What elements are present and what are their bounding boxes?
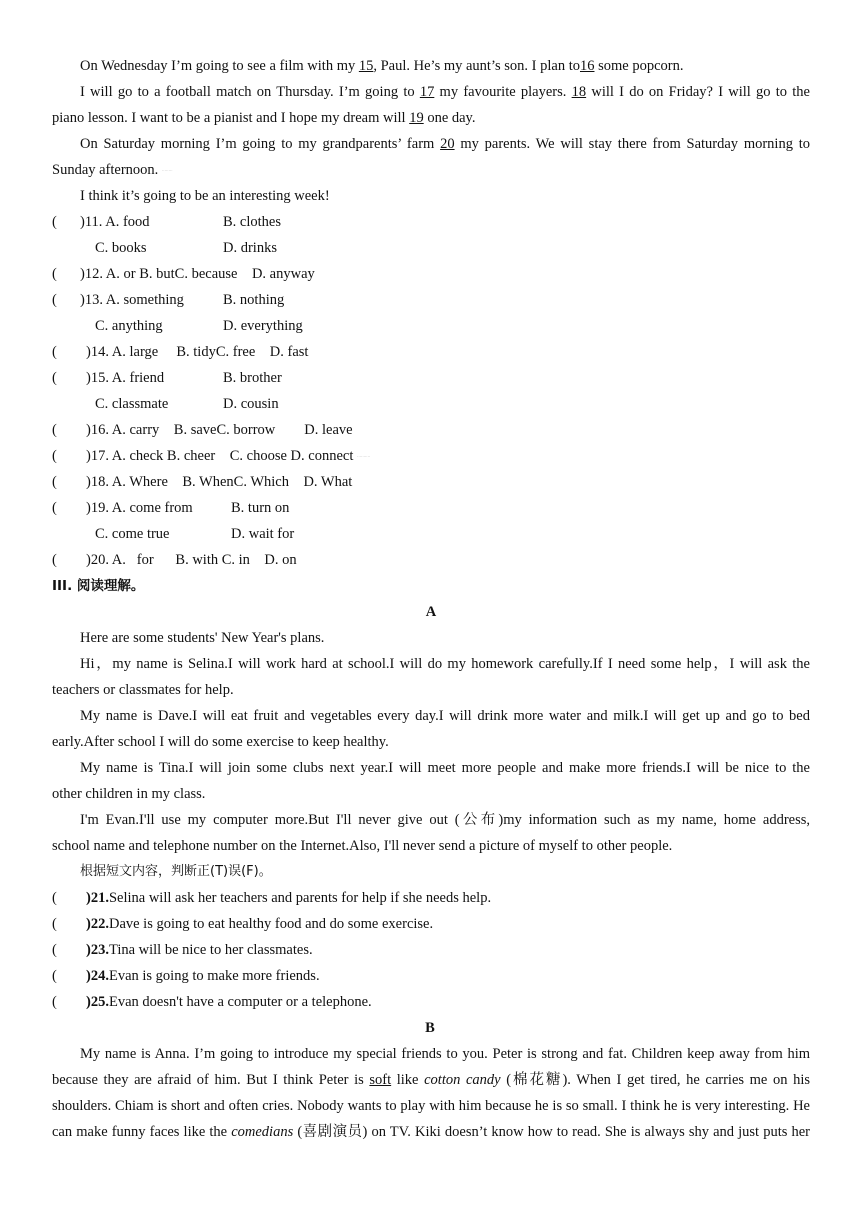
text: because they are afraid of him. But I think Peter is — [52, 1072, 370, 1088]
question-text: Dave is going to eat healthy food and do some exercise. — [108, 916, 434, 932]
cloze-paragraph-thursday-cont — [52, 109, 810, 127]
passage-a-intro: Here are some students' New Year's plans. — [80, 630, 325, 646]
answer-paren[interactable]: ( — [52, 552, 57, 568]
option-c: C. books — [95, 240, 147, 256]
options-text: )17. A. check B. cheer C. choose D. connect — [86, 448, 354, 464]
text: On Saturday morning I’m going to my grandparents’ farm — [80, 136, 441, 152]
answer-paren[interactable]: ( — [52, 474, 57, 490]
question-number: )24. — [86, 968, 109, 984]
text: some popcorn. — [594, 58, 684, 74]
watermark-mark: ·········· — [356, 453, 371, 459]
cloze-paragraph-closing: I think it’s going to be an interesting week! — [80, 188, 330, 204]
cloze-paragraph-thursday — [52, 83, 810, 101]
blank-18: 18 — [571, 84, 587, 100]
question-text: Selina will ask her teachers and parents for help if she needs help. — [108, 890, 492, 906]
option-d: D. drinks — [223, 240, 277, 256]
answer-paren[interactable]: ( — [52, 422, 57, 438]
text: piano lesson. I want to be a pianist and I hope my dream will — [52, 110, 410, 126]
answer-paren[interactable]: ( — [52, 942, 57, 958]
text: my parents. We will stay there from Saturday morning to — [454, 136, 810, 152]
passage-b-line-2 — [52, 1071, 810, 1089]
text: my favourite players. — [434, 84, 572, 100]
option-b: B. clothes — [223, 214, 281, 230]
text: , Paul. He’s my aunt’s son. I plan to — [373, 58, 580, 74]
tina-paragraph-cont: other children in my class. — [52, 786, 206, 802]
answer-paren[interactable]: ( — [52, 994, 57, 1010]
tina-paragraph: My name is Tina.I will join some clubs next year.I will meet more people and make more friends.I will be nice to the — [80, 760, 810, 776]
question-text: Evan is going to make more friends. — [108, 968, 320, 984]
passage-b-line-3: shoulders. Chiam is short and often cries. Nobody wants to play with him because he is so small. I think he is very interesting. He — [52, 1098, 810, 1114]
italic-term: cotton candy — [424, 1072, 501, 1088]
blank-20: 20 — [440, 136, 455, 152]
option-a: )13. A. something — [80, 292, 184, 308]
option-c: C. classmate — [95, 396, 169, 412]
options: )16. A. carry B. saveC. borrow D. leave — [86, 422, 353, 438]
selina-paragraph: Hi，my name is Selina.I will work hard at school.I will do my homework carefully.If I need some help，I will ask the — [80, 656, 810, 672]
tf-instruction: 根据短文内容，判断正(T)误(F)。 — [80, 864, 272, 879]
text: can make funny faces like the — [52, 1124, 232, 1140]
option-b: B. turn on — [231, 500, 290, 516]
answer-paren[interactable]: ( — [52, 968, 57, 984]
blank-16: 16 — [579, 58, 595, 74]
blank-15: 15 — [358, 58, 374, 74]
options — [86, 447, 370, 466]
watermark-mark: ········ — [161, 167, 173, 173]
text: will I do on Friday? I will go to the — [586, 84, 810, 100]
answer-paren[interactable]: ( — [52, 916, 57, 932]
option-b: B. nothing — [223, 292, 285, 308]
answer-paren[interactable]: ( — [52, 500, 57, 516]
option-c: C. come true — [95, 526, 170, 542]
answer-paren[interactable]: ( — [52, 214, 57, 230]
option-d: D. cousin — [223, 396, 279, 412]
answer-paren[interactable]: ( — [52, 292, 57, 308]
passage-b-line-1: My name is Anna. I’m going to introduce my special friends to you. Peter is strong and fat. Children keep away from him — [80, 1046, 810, 1062]
options: )18. A. Where B. WhenC. Which D. What — [86, 474, 353, 490]
evan-paragraph: I'm Evan.I'll use my computer more.But I'll never give out (公布)my information such as my name, home address, — [80, 812, 810, 828]
question-number: )25. — [86, 994, 109, 1010]
question-text: Tina will be nice to her classmates. — [108, 942, 313, 958]
dave-paragraph-cont: early.After school I will do some exercise to keep healthy. — [52, 734, 389, 750]
question-text: Evan doesn't have a computer or a telephone. — [108, 994, 372, 1010]
text: Sunday afternoon. — [52, 162, 159, 178]
passage-b-label: B — [425, 1020, 435, 1036]
italic-term: comedians — [231, 1124, 294, 1140]
option-c: C. anything — [95, 318, 163, 334]
cloze-paragraph-wednesday — [52, 57, 810, 75]
option-d: D. everything — [223, 318, 303, 334]
options: )12. A. or B. butC. because D. anyway — [80, 266, 315, 282]
option-a: )19. A. come from — [86, 500, 193, 516]
answer-paren[interactable]: ( — [52, 448, 57, 464]
text: (棉花糖). When I get tired, he carries me on his — [500, 1072, 810, 1088]
question-number: )21. — [86, 890, 109, 906]
answer-paren[interactable]: ( — [52, 344, 57, 360]
passage-b-line-4 — [52, 1123, 810, 1141]
cloze-paragraph-saturday — [52, 135, 810, 153]
text: one day. — [423, 110, 476, 126]
answer-paren[interactable]: ( — [52, 370, 57, 386]
passage-a-label: A — [425, 604, 437, 620]
option-a: )11. A. food — [80, 214, 150, 230]
blank-19: 19 — [409, 110, 424, 126]
text: On Wednesday I’m going to see a film with my — [80, 58, 359, 74]
question-number: )23. — [86, 942, 109, 958]
cloze-paragraph-saturday-cont — [52, 161, 810, 180]
section-heading: III. 阅读理解。 — [52, 578, 145, 594]
answer-paren[interactable]: ( — [52, 890, 57, 906]
blank-17: 17 — [419, 84, 435, 100]
answer-paren[interactable]: ( — [52, 266, 57, 282]
option-b: B. brother — [223, 370, 282, 386]
options: )20. A. for B. with C. in D. on — [86, 552, 297, 568]
evan-paragraph-cont: school name and telephone number on the Internet.Also, I'll never send a picture of myself to other people. — [52, 838, 673, 854]
option-d: D. wait for — [231, 526, 295, 542]
selina-paragraph-cont: teachers or classmates for help. — [52, 682, 234, 698]
text: I will go to a football match on Thursday. I’m going to — [80, 84, 420, 100]
text: (喜剧演员) on TV. Kiki doesn’t know how to read. She is always shy and just puts her — [293, 1124, 810, 1140]
text: like — [391, 1072, 425, 1088]
question-number: )22. — [86, 916, 109, 932]
options: )14. A. large B. tidyC. free D. fast — [86, 344, 309, 360]
dave-paragraph: My name is Dave.I will eat fruit and vegetables every day.I will drink more water and milk.I will get up and go to bed — [80, 708, 810, 724]
underlined-word: soft — [369, 1072, 392, 1088]
option-a: )15. A. friend — [86, 370, 165, 386]
